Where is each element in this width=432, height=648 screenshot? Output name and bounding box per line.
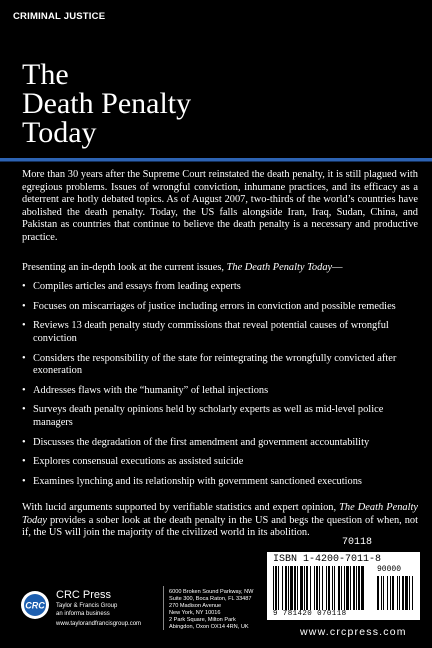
addon-bar: [402, 576, 404, 610]
catalog-code: 70118: [342, 537, 373, 548]
addon-bar: [381, 576, 382, 610]
isbn-number: ISBN 1-4200-7011-8: [273, 554, 382, 565]
list-item-text: Focuses on miscarriages of justice including errors in conviction and possible remedies: [33, 300, 396, 312]
publisher-name: CRC Press: [56, 589, 112, 601]
series-label: CRIMINAL JUSTICE: [13, 11, 106, 22]
addon-bar: [377, 576, 379, 610]
address-block: [169, 603, 253, 616]
feature-list: [22, 281, 418, 488]
description: More than 30 years after the Supreme Court reinstated the death penalty, it is still plagued with egregious problems. Issues of wrongful conviction, inhumane practices, and its efficacy as a deterrent are hotly debated topics. As of August 2007, two-thirds of the world’s countries have abolished the death penalty. Today, the US falls alongside Iran, Iraq, Sudan, China, and Pakistan as countries that continue to believe the death penalty is a necessary and productive practice.: [22, 169, 418, 243]
bullet-icon: •: [22, 456, 26, 468]
list-item: [22, 456, 418, 469]
bullet-icon: •: [22, 281, 26, 293]
barcode-bar: [356, 566, 357, 610]
barcode-bar: [288, 566, 289, 610]
publisher-group: Taylor & Francis Group: [56, 603, 118, 609]
price-addon: 90000: [377, 565, 402, 574]
list-item: [22, 385, 418, 398]
barcode-bar: [285, 566, 287, 610]
list-item: [22, 353, 418, 378]
barcode-bar: [300, 566, 303, 610]
list-item: [22, 281, 418, 294]
addon-bar: [387, 576, 388, 610]
address-block: [169, 617, 253, 630]
address-line: 6000 Broken Sound Parkway, NW: [169, 589, 254, 595]
address-line: Abingdon, Oxon OX14 4RN, UK: [169, 623, 249, 630]
address-line: 270 Madison Avenue: [169, 603, 222, 610]
publisher-business: an informa business: [56, 611, 110, 617]
barcode-bar: [341, 566, 342, 610]
list-item: [22, 404, 418, 429]
bullet-icon: •: [22, 352, 26, 364]
barcode-bar: [350, 566, 351, 610]
barcode-bar: [282, 566, 283, 610]
bullet-icon: •: [22, 404, 26, 416]
list-item-text: Addresses flaws with the “humanity” of lethal injections: [33, 384, 269, 396]
barcode-bar: [346, 566, 349, 610]
addon-bar: [397, 576, 398, 610]
address-line: Suite 300, Boca Raton, FL 33487: [169, 595, 252, 602]
barcode-bar: [306, 566, 308, 610]
ean-number: 9 781420 070118: [273, 610, 347, 618]
divider: [163, 586, 164, 630]
barcode-bar: [290, 566, 293, 610]
address-line: 2 Park Square, Milton Park: [169, 617, 236, 624]
barcode-bar: [338, 566, 340, 610]
addon-bar: [399, 576, 400, 610]
bullet-icon: •: [22, 436, 26, 448]
barcode-bar: [358, 566, 360, 610]
barcode-bar: [332, 566, 333, 610]
back-cover-copy: [22, 169, 418, 540]
barcode-bar: [353, 566, 355, 610]
address-line: New York, NY 10016: [169, 609, 221, 616]
closing-book-title: The Death Penalty Today: [22, 502, 418, 526]
barcode-bar: [326, 566, 327, 610]
title-line: Today: [22, 116, 97, 149]
list-item: [22, 476, 418, 489]
barcode-bar: [322, 566, 323, 610]
addon-bar: [390, 576, 391, 610]
intro-book-title: The Death Penalty Today: [226, 261, 333, 273]
title-line: Death Penalty: [22, 87, 192, 120]
barcode-bar: [316, 566, 318, 610]
isbn-barcode: [267, 552, 420, 620]
barcode-bar: [334, 566, 335, 610]
list-item: [22, 301, 418, 314]
publisher-url[interactable]: www.taylorandfrancisgroup.com: [56, 621, 142, 627]
addon-bar: [405, 576, 408, 610]
addon-bar: [409, 576, 410, 610]
bullet-icon: •: [22, 384, 26, 396]
addon-bar: [383, 576, 384, 610]
logo-text: CRC: [25, 600, 45, 611]
list-item-text: Considers the responsibility of the state for reintegrating the wrongfully convicted after exoneration: [33, 352, 397, 377]
barcode-bar: [275, 566, 277, 610]
title-line: The: [22, 58, 69, 91]
list-item-text: Compiles articles and essays from leading experts: [33, 281, 241, 293]
barcode-bar: [328, 566, 330, 610]
addon-bar: [412, 576, 413, 610]
closing-text-after: provides a sober look at the death penalty in the US and begs the question of when, not if, the US will join the majority of the civilized world in its abolition.: [22, 514, 418, 539]
intro-suffix: —: [332, 261, 343, 273]
intro-text: Presenting an in-depth look at the current issues,: [22, 261, 227, 273]
barcode-bar: [278, 566, 279, 610]
address-block: [169, 589, 253, 602]
barcode-bar: [344, 566, 345, 610]
list-item-text: Surveys death penalty opinions held by scholarly experts as well as mid-level police managers: [33, 404, 384, 428]
book-title: [22, 60, 191, 147]
bullet-icon: •: [22, 300, 26, 312]
publisher-website[interactable]: www.crcpress.com: [300, 626, 407, 638]
bullet-icon: •: [22, 475, 26, 487]
list-item-text: Examines lynching and its relationship with government sanctioned executions: [33, 475, 362, 487]
intro-line: [22, 262, 418, 275]
barcode-bar: [310, 566, 311, 610]
barcode-bar: [297, 566, 298, 610]
title-rule-shadow: [0, 161, 432, 162]
closing-paragraph: [22, 502, 418, 540]
closing-text-before: With lucid arguments supported by verifiable statistics and expert opinion,: [22, 502, 340, 514]
bullet-icon: •: [22, 320, 26, 332]
list-item: [22, 437, 418, 450]
list-item-text: Reviews 13 death penalty study commissions that reveal potential causes of wrongful conviction: [33, 320, 389, 344]
list-item-text: Explores consensual executions as assisted suicide: [33, 456, 244, 468]
addon-bar: [392, 576, 394, 610]
barcode-bar: [319, 566, 320, 610]
crc-logo-icon: [20, 590, 50, 620]
barcode-bar: [294, 566, 296, 610]
list-item-text: Discusses the degradation of the first amendment and government accountability: [33, 436, 370, 448]
list-item: [22, 320, 418, 345]
barcode-bar: [304, 566, 305, 610]
barcode-bar: [314, 566, 315, 610]
barcode-bar: [273, 566, 274, 610]
publisher-addresses: [169, 589, 253, 632]
barcode-bar: [361, 566, 364, 610]
